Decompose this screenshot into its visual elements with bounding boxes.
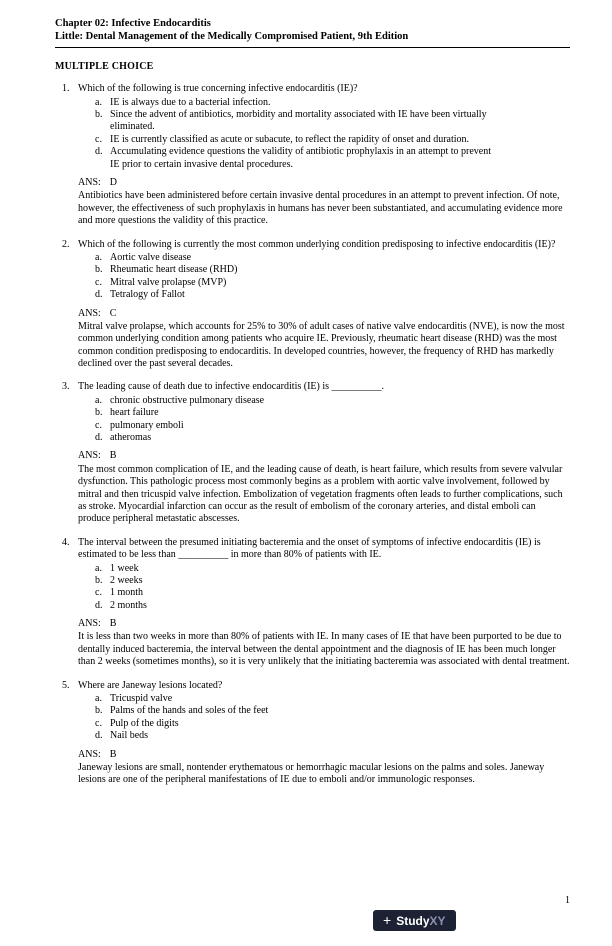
question-row	[62, 83, 570, 95]
option-item	[95, 97, 570, 109]
option-letter: a.	[95, 96, 102, 108]
option-text: Since the advent of antibiotics, morbidity and mortality associated with IE have been virtually eliminated.	[110, 109, 487, 133]
option-item	[95, 730, 570, 742]
question-text: Which of the following is currently the most common underlying condition predisposing to infective endocarditis (IE)?	[78, 238, 556, 250]
section-title: MULTIPLE CHOICE	[55, 61, 154, 73]
option-text: chronic obstructive pulmonary disease	[110, 394, 265, 406]
answer-letter: B	[109, 618, 117, 630]
answer-line	[78, 618, 570, 630]
option-text: IE is currently classified as acute or subacute, to reflect the rapidity of onset and duration.	[110, 133, 470, 145]
option-text: Accumulating evidence questions the validity of antibiotic prophylaxis in an attempt to prevent IE prior to certain invasive dental procedures.	[110, 146, 492, 170]
answer-line	[78, 450, 570, 462]
page-number: 1	[565, 895, 570, 906]
question-item	[62, 680, 570, 787]
option-item	[95, 146, 570, 171]
answer-explanation: Antibiotics have been administered before certain invasive dental procedures in an attempt to prevent infection. Of note, however, the effectiveness of such prophylaxis in humans has never been substantiated, and accumulating evidence more and more questions the validity of this practice.	[78, 190, 563, 227]
option-letter: b.	[95, 574, 103, 586]
option-item	[95, 109, 570, 134]
question-row	[62, 239, 570, 251]
answer-letter: D	[109, 176, 118, 188]
answer-line	[78, 177, 570, 189]
option-text: 2 weeks	[110, 574, 143, 586]
option-letter: b.	[95, 407, 103, 419]
answer-explanation: It is less than two weeks in more than 80% of patients with IE. In many cases of IE that have been purported to be due to dentally induced bacteremia, the interval between the dental appointment and the diagnosis of IE has been much longer than 2 weeks (sometimes months), so it is very unlikely that the initiating bacteremia was associated with dental treatment.	[78, 631, 570, 668]
answer-letter: C	[109, 307, 117, 319]
options-list	[95, 693, 570, 743]
question-row	[62, 680, 570, 692]
chapter-title: Chapter 02: Infective Endocarditis	[55, 18, 211, 29]
question-text: The leading cause of death due to infective endocarditis (IE) is __________.	[78, 381, 385, 393]
option-letter: d.	[95, 146, 103, 158]
questions-list	[55, 83, 570, 787]
option-letter: c.	[95, 419, 102, 431]
options-list	[95, 97, 570, 171]
option-text: Tricuspid valve	[110, 693, 173, 705]
option-letter: d.	[95, 730, 103, 742]
option-text: Rheumatic heart disease (RHD)	[110, 264, 238, 276]
option-letter: d.	[95, 432, 103, 444]
answer-label: ANS:	[78, 307, 101, 319]
option-text: IE is always due to a bacterial infection.	[110, 96, 271, 108]
option-text: atheromas	[110, 432, 152, 444]
question-number: 3.	[62, 381, 70, 393]
option-letter: c.	[95, 276, 102, 288]
question-row	[62, 381, 570, 393]
question-row	[62, 537, 570, 562]
option-letter: b.	[95, 705, 103, 717]
options-list	[95, 395, 570, 445]
option-text: 1 month	[110, 587, 144, 599]
answer-explanation: Janeway lesions are small, nontender erythematous or hemorrhagic macular lesions on the palms and soles. Janeway lesions are one of the peripheral manifestations of IE due to emboli and/or immunologic responses.	[78, 762, 545, 786]
option-item	[95, 134, 570, 146]
question-number: 2.	[62, 238, 70, 250]
question-text: The interval between the presumed initiating bacteremia and the onset of symptoms of infective endocarditis (IE) is estimated to be less than __________ in more than 80% of patients with IE.	[78, 536, 541, 561]
option-item	[95, 587, 570, 599]
option-item	[95, 718, 570, 730]
option-letter: a.	[95, 693, 102, 705]
option-item	[95, 407, 570, 419]
option-letter: a.	[95, 251, 102, 263]
option-text: Pulp of the digits	[110, 717, 179, 729]
option-text: pulmonary emboli	[110, 419, 184, 431]
answer-label: ANS:	[78, 450, 101, 462]
answer-letter: B	[109, 450, 117, 462]
option-text: Nail beds	[110, 730, 149, 742]
option-item	[95, 693, 570, 705]
question-number: 4.	[62, 536, 70, 548]
answer-explanation: Mitral valve prolapse, which accounts for 25% to 30% of adult cases of native valve endocarditis (NVE), is now the most common underlying condition among patients who acquire IE. Previously, rheumatic heart disease (RHD) was the most common condition predisposing to endocarditis. In developed countries, however, the frequency of RHD has markedly declined over the past several decades.	[78, 320, 565, 370]
answer-label: ANS:	[78, 618, 101, 630]
option-text: heart failure	[110, 407, 159, 419]
option-item	[95, 420, 570, 432]
option-item	[95, 575, 570, 587]
option-text: 2 months	[110, 599, 147, 611]
question-text: Which of the following is true concerning infective endocarditis (IE)?	[78, 83, 358, 95]
option-item	[95, 395, 570, 407]
option-letter: b.	[95, 264, 103, 276]
question-text: Where are Janeway lesions located?	[78, 679, 223, 691]
brand-study-text: Study	[396, 913, 430, 928]
option-text: 1 week	[110, 562, 139, 574]
question-number: 5.	[62, 679, 70, 691]
option-letter: c.	[95, 717, 102, 729]
question-item	[62, 83, 570, 227]
option-letter: d.	[95, 289, 103, 301]
option-letter: a.	[95, 394, 102, 406]
option-text: Aortic valve disease	[110, 251, 192, 263]
option-item	[95, 705, 570, 717]
option-item	[95, 264, 570, 276]
answer-line	[78, 308, 570, 320]
option-letter: d.	[95, 599, 103, 611]
studyxy-badge	[373, 910, 456, 931]
option-item	[95, 252, 570, 264]
option-letter: a.	[95, 562, 102, 574]
option-item	[95, 432, 570, 444]
book-title: Little: Dental Management of the Medically Compromised Patient, 9th Edition	[55, 31, 409, 43]
option-item	[95, 289, 570, 301]
answer-explanation: The most common complication of IE, and the leading cause of death, is heart failure, which results from severe valvular dysfunction. This pathologic process most commonly begins as a problem with aortic valve involvement, followed by mitral and then tricuspid valve infection. Embolization of vegetation fragments often leads to further complications, such as stroke. Myocardial infarction can occur as the result of embolism of the coronary arteries, and distal emboli can produce peripheral metastatic abscesses.	[78, 463, 563, 525]
question-item	[62, 537, 570, 669]
question-number: 1.	[62, 83, 70, 95]
brand-xy-text: XY	[429, 913, 446, 928]
option-text: Palms of the hands and soles of the feet	[110, 705, 269, 717]
document-header	[55, 17, 570, 48]
brand-label	[396, 914, 445, 928]
answer-line	[78, 749, 570, 761]
option-item	[95, 277, 570, 289]
question-item	[62, 381, 570, 525]
plus-icon: +	[383, 912, 392, 928]
option-letter: c.	[95, 587, 102, 599]
answer-letter: B	[109, 748, 117, 760]
option-text: Mitral valve prolapse (MVP)	[110, 276, 227, 288]
answer-label: ANS:	[78, 176, 101, 188]
question-item	[62, 239, 570, 371]
option-item	[95, 600, 570, 612]
option-letter: b.	[95, 109, 103, 121]
option-item	[95, 563, 570, 575]
options-list	[95, 563, 570, 613]
option-text: Tetralogy of Fallot	[110, 289, 185, 301]
answer-label: ANS:	[78, 748, 101, 760]
options-list	[95, 252, 570, 302]
option-letter: c.	[95, 133, 102, 145]
